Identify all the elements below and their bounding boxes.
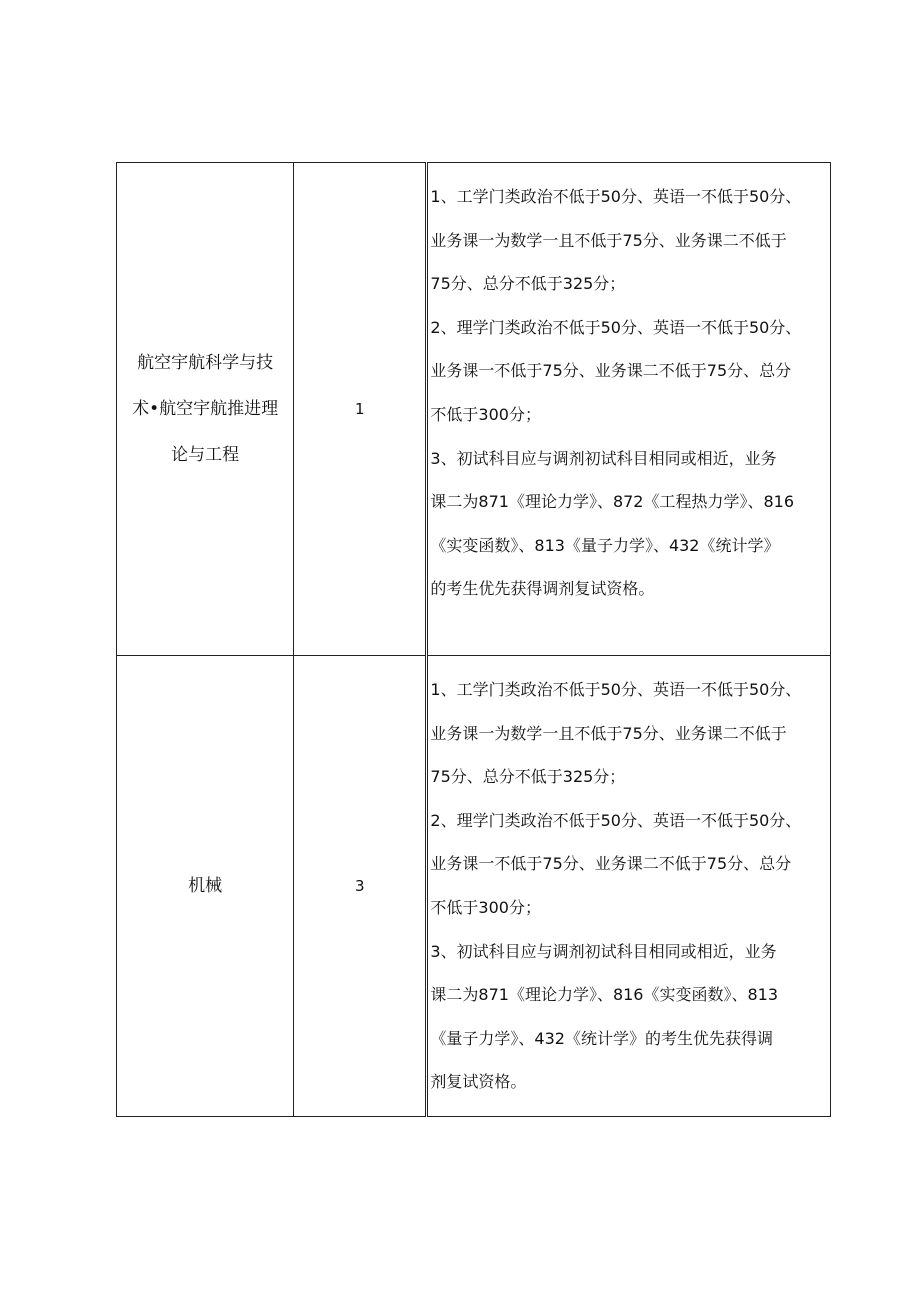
requirement-line: 业务课一为数学一且不低于75分、业务课二不低于 <box>430 230 787 250</box>
requirement-line: 的考生优先获得调剂复试资格。 <box>430 579 655 599</box>
requirements-cell <box>427 163 831 656</box>
quota-count-cell: 3 <box>294 656 427 1117</box>
table-row <box>117 163 831 656</box>
requirement-line: 《实变函数》、813《量子力学》、432《统计学》 <box>430 535 780 555</box>
requirement-line: 1、工学门类政治不低于50分、英语一不低于50分、 <box>430 187 802 206</box>
quota-count-cell: 1 <box>294 163 427 656</box>
table-row <box>117 656 831 1117</box>
requirement-line: 业务课一不低于75分、业务课二不低于75分、总分 <box>430 361 792 381</box>
requirement-line: 不低于300分； <box>430 897 541 917</box>
requirement-line: 1、工学门类政治不低于50分、英语一不低于50分、 <box>430 680 802 699</box>
requirement-line: 3、初试科目应与调剂初试科目相同或相近，业务 <box>430 448 777 468</box>
requirement-line: 2、理学门类政治不低于50分、英语一不低于50分、 <box>430 317 802 337</box>
requirements-cell <box>427 656 831 1117</box>
requirement-line: 3、初试科目应与调剂初试科目相同或相近，业务 <box>430 941 777 961</box>
requirement-line: 75分、总分不低于325分； <box>430 767 626 787</box>
requirement-line: 课二为871《理论力学》、872《工程热力学》、816 <box>430 492 795 512</box>
major-name-line: 论与工程 <box>171 445 240 465</box>
major-name-line: 术•航空宇航推进理 <box>132 399 279 419</box>
major-name-cell <box>117 656 294 1117</box>
requirement-line: 2、理学门类政治不低于50分、英语一不低于50分、 <box>430 810 802 830</box>
requirement-line: 剂复试资格。 <box>430 1072 527 1092</box>
requirement-line: 课二为871《理论力学》、816《实变函数》、813 <box>430 985 779 1005</box>
major-name-line: 机械 <box>188 875 223 896</box>
major-name-cell <box>117 163 294 656</box>
requirement-line: 业务课一不低于75分、业务课二不低于75分、总分 <box>430 854 792 874</box>
major-name-line: 航空宇航科学与技 <box>137 353 274 373</box>
requirement-line: 业务课一为数学一且不低于75分、业务课二不低于 <box>430 723 787 743</box>
requirement-line: 75分、总分不低于325分； <box>430 274 626 294</box>
requirement-line: 不低于300分； <box>430 404 541 424</box>
requirement-line: 《量子力学》、432《统计学》的考生优先获得调 <box>430 1028 773 1048</box>
adjustment-requirements-table <box>116 162 831 1117</box>
